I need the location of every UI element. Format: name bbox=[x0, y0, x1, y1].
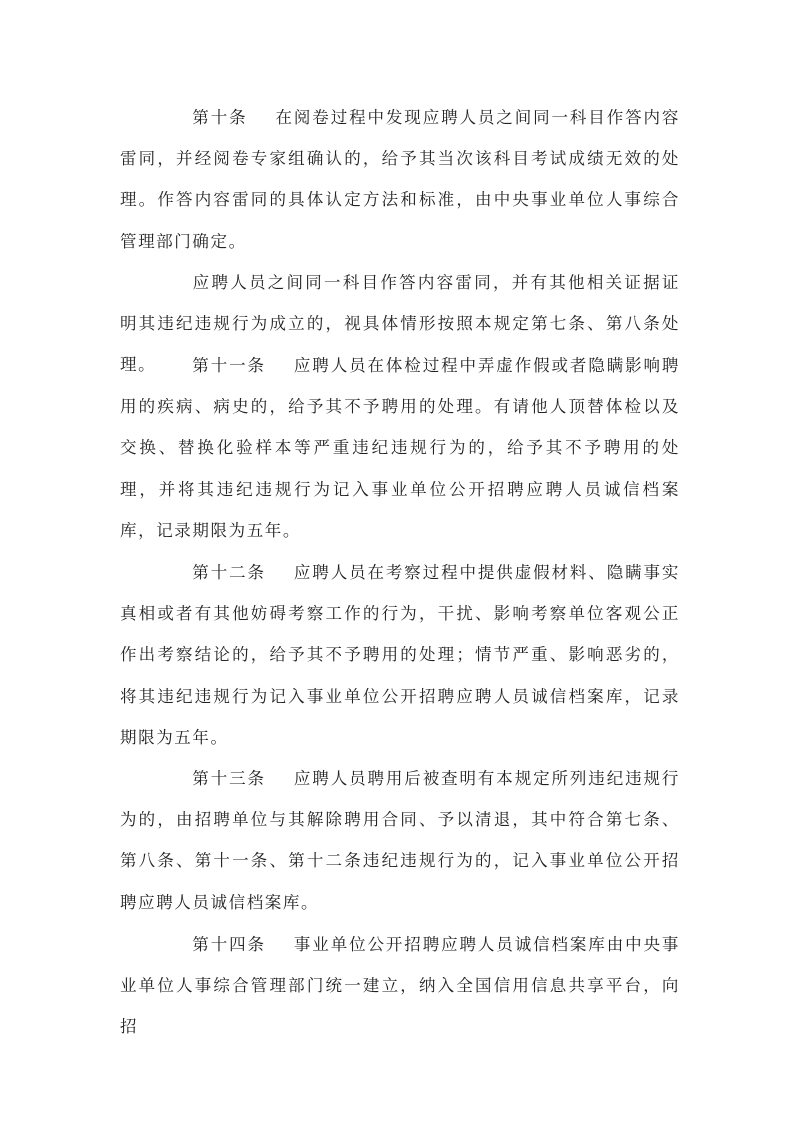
article-number: 第十一条 bbox=[192, 356, 266, 375]
paragraph-text: 事业单位公开招聘应聘人员诚信档案库由中央事业单位人事综合管理部门统一建立，纳入全国信用信息共享平台，向招 bbox=[120, 935, 680, 1037]
article-number: 第十条 bbox=[192, 108, 248, 127]
paragraph-text: 应聘人员在考察过程中提供虚假材料、隐瞒事实真相或者有其他妨碍考察工作的行为，干扰、影响考察单位客观公正作出考察结论的，给予其不予聘用的处理；情节严重、影响恶劣的，将其违纪违规行为记入事业单位公开招聘应聘人员诚信档案库，记录期限为五年。 bbox=[120, 563, 680, 747]
paragraph-text: 应聘人员之间同一科目作答内容雷同，并有其他相关证据证明其违纪违规行为成立的，视具体情形按照本规定第七条、第八条处理。 bbox=[120, 273, 680, 375]
paragraph-article-14 bbox=[120, 924, 680, 1048]
paragraph-article-12 bbox=[120, 552, 680, 758]
article-number: 第十四条 bbox=[192, 935, 266, 954]
paragraph-text: 应聘人员聘用后被查明有本规定所列违纪违规行为的，由招聘单位与其解除聘用合同、予以清退，其中符合第七条、第八条、第十一条、第十二条违纪违规行为的，记入事业单位公开招聘应聘人员诚信档案库。 bbox=[120, 769, 680, 912]
article-number: 第十三条 bbox=[192, 769, 266, 788]
article-number: 第十二条 bbox=[192, 563, 266, 582]
paragraph-article-11 bbox=[120, 345, 680, 551]
paragraph-text: 应聘人员在体检过程中弄虚作假或者隐瞒影响聘用的疾病、病史的，给予其不予聘用的处理。有请他人顶替体检以及交换、替换化验样本等严重违纪违规行为的，给予其不予聘用的处理，并将其违纪违规行为记入事业单位公开招聘应聘人员诚信档案库，记录期限为五年。 bbox=[120, 356, 680, 540]
paragraph-article-10 bbox=[120, 97, 680, 262]
paragraph-text: 在阅卷过程中发现应聘人员之间同一科目作答内容雷同，并经阅卷专家组确认的，给予其当次该科目考试成绩无效的处理。作答内容雷同的具体认定方法和标准，由中央事业单位人事综合管理部门确定。 bbox=[120, 108, 680, 251]
paragraph-article-13 bbox=[120, 758, 680, 923]
